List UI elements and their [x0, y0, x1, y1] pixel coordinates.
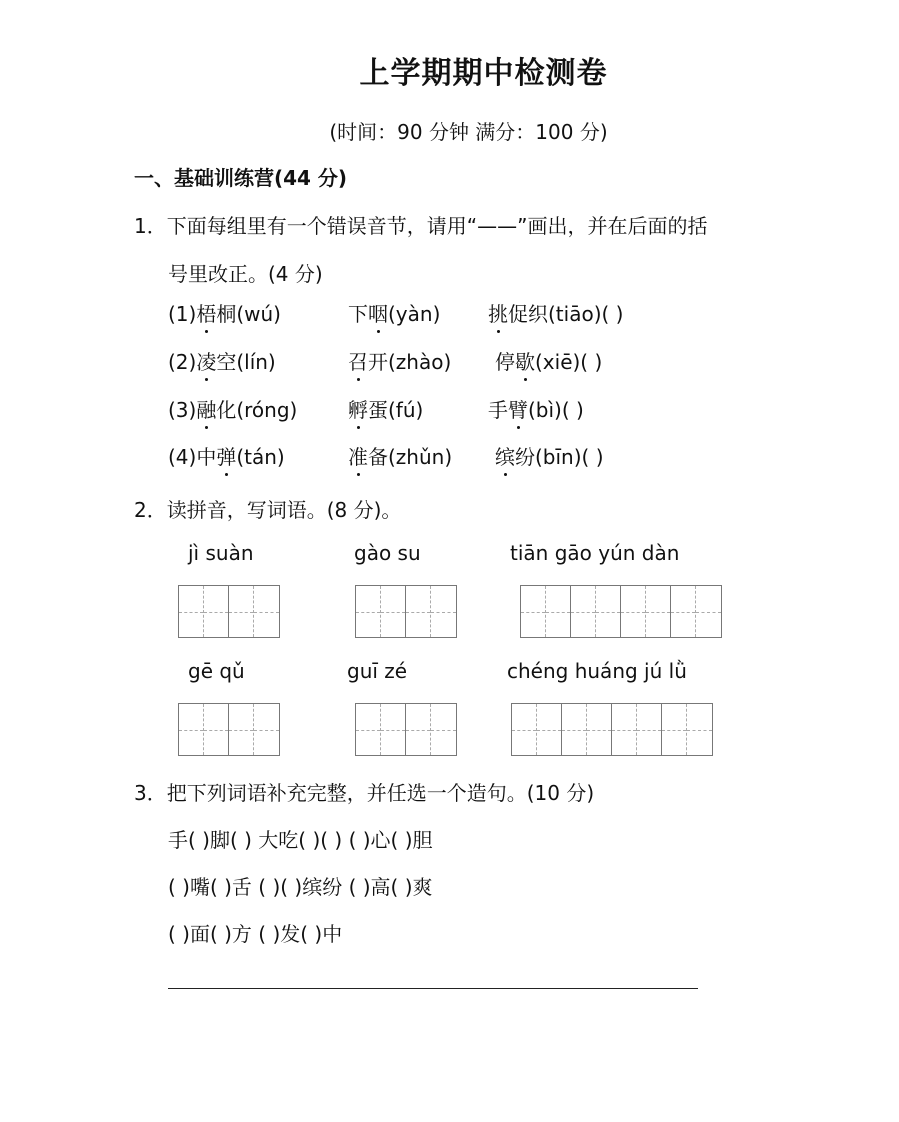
pinyin-prompt: jì suàn [188, 541, 254, 565]
question-3-text: 3．把下列词语补充完整，并任选一个造句。(10 分) [134, 781, 595, 805]
pinyin-item: 停歇(xiē)( ) [495, 346, 602, 375]
pinyin-item: 下咽(yàn) [348, 298, 440, 327]
question-1-text: 1．下面每组里有一个错误音节，请用“——”画出，并在后面的括 [134, 214, 708, 238]
section-heading: 一、基础训练营(44 分) [134, 166, 348, 190]
page-title: 上学期期中检测卷 [359, 56, 608, 91]
pinyin-item: 准备(zhǔn) [348, 441, 452, 470]
pinyin-item: 孵蛋(fú) [348, 394, 423, 423]
pinyin-item: (4)中弹(tán) [168, 441, 285, 470]
writing-grid[interactable] [178, 703, 280, 756]
pinyin-item: 手臂(bì)( ) [488, 394, 584, 423]
question-1-text-cont: 号里改正。(4 分) [168, 262, 323, 286]
pinyin-prompt: guī zé [347, 659, 408, 683]
pinyin-item: (3)融化(róng) [168, 394, 297, 423]
answer-line[interactable] [168, 988, 698, 989]
writing-grid[interactable] [511, 703, 713, 756]
pinyin-item: 召开(zhào) [348, 346, 451, 375]
writing-grid[interactable] [355, 585, 457, 638]
pinyin-item: (1)梧桐(wú) [168, 298, 281, 327]
writing-grid[interactable] [520, 585, 722, 638]
idiom-row: ( )面( )方 ( )发( )中 [168, 922, 343, 946]
pinyin-item: 缤纷(bīn)( ) [495, 441, 604, 470]
pinyin-item: (2)凌空(lín) [168, 346, 276, 375]
pinyin-prompt: chéng huáng jú lǜ [507, 659, 687, 683]
question-2-text: 2．读拼音，写词语。(8 分)。 [134, 498, 402, 522]
exam-info: (时间：90 分钟 满分：100 分) [329, 120, 608, 144]
idiom-row: 手( )脚( ) 大吃( )( ) ( )心( )胆 [168, 828, 433, 852]
idiom-row: ( )嘴( )舌 ( )( )缤纷 ( )高( )爽 [168, 875, 433, 899]
pinyin-prompt: gē qǔ [188, 659, 245, 683]
pinyin-prompt: tiān gāo yún dàn [510, 541, 680, 565]
pinyin-item: 挑促织(tiāo)( ) [488, 298, 623, 327]
writing-grid[interactable] [355, 703, 457, 756]
writing-grid[interactable] [178, 585, 280, 638]
pinyin-prompt: gào su [354, 541, 421, 565]
